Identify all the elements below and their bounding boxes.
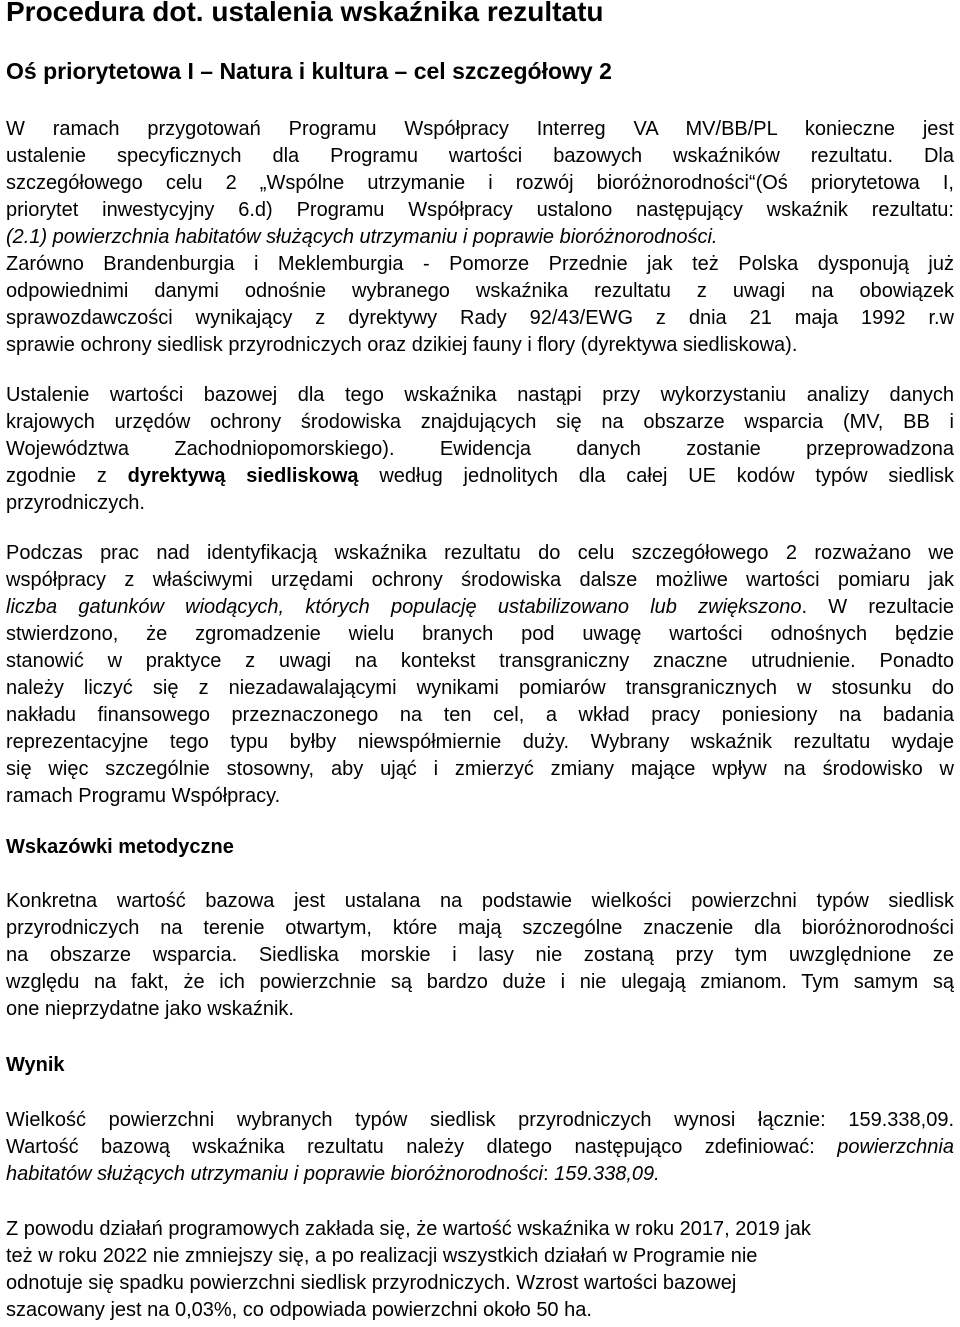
text-fragment: zgodnie z bbox=[6, 465, 128, 487]
text-line bbox=[6, 594, 954, 621]
bold-term: dyrektywą siedliskową bbox=[127, 465, 359, 487]
page-title: Procedura dot. ustalenia wskaźnika rezultatu bbox=[6, 0, 604, 27]
text-line: się więc szczególnie stosowny, aby ująć i zmierzyć zmiany mające wpływ na środowisko w bbox=[6, 758, 954, 780]
text-line: też w roku 2022 nie zmniejszy się, a po realizacji wszystkich działań w Programie nie bbox=[6, 1245, 758, 1267]
paragraph-identification bbox=[6, 540, 954, 810]
text-line: sprawie ochrony siedlisk przyrodniczych oraz dzikiej fauny i flory (dyrektywa siedliskowa). bbox=[6, 334, 798, 356]
text-line: ramach Programu Współpracy. bbox=[6, 785, 281, 807]
text-line: odnotuje się spadku powierzchni siedlisk przyrodniczych. Wzrost wartości bazowej bbox=[6, 1272, 737, 1294]
section-heading-method: Wskazówki metodyczne bbox=[6, 836, 234, 858]
indicator-name: (2.1) powierzchnia habitatów służących utrzymaniu i poprawie bioróżnorodności. bbox=[6, 226, 718, 248]
text-line: szacowany jest na 0,03%, co odpowiada powierzchni około 50 ha. bbox=[6, 1299, 592, 1321]
text-fragment: według jednolitych dla całej UE kodów typów siedlisk bbox=[358, 465, 954, 487]
baseline-value: 159.338,09. bbox=[554, 1163, 660, 1185]
text-line: Województwa Zachodniopomorskiego). Ewidencja danych zostanie przeprowadzona bbox=[6, 438, 954, 460]
text-line: Podczas prac nad identyfikacją wskaźnika rezultatu do celu szczegółowego 2 rozważano we bbox=[6, 542, 954, 564]
text-line: sprawozdawczości wynikający z dyrektywy Rady 92/43/EWG z dnia 21 maja 1992 r.w bbox=[6, 307, 954, 329]
paragraph-baseline bbox=[6, 382, 954, 517]
section-heading-result: Wynik bbox=[6, 1054, 65, 1076]
text-line: W ramach przygotowań Programu Współpracy Interreg VA MV/BB/PL konieczne jest bbox=[6, 118, 954, 140]
text-line: przyrodniczych. bbox=[6, 492, 145, 514]
text-fragment: . W rezultacie bbox=[801, 596, 954, 618]
text-line bbox=[6, 1134, 954, 1161]
text-line: Ustalenie wartości bazowej dla tego wskaźnika nastąpi przy wykorzystaniu analizy danych bbox=[6, 384, 954, 406]
text-line: stwierdzono, że zgromadzenie wielu branych pod uwagę wartości odnośnych będzie bbox=[6, 623, 954, 645]
italic-phrase: habitatów służących utrzymaniu i poprawie bioróżnorodności bbox=[6, 1163, 543, 1185]
italic-phrase: liczba gatunków wiodących, których populację ustabilizowano lub zwiększono bbox=[6, 596, 802, 618]
text-line: krajowych urzędów ochrony środowiska znajdujących się na obszarze wsparcia (MV, BB i bbox=[6, 411, 954, 433]
text-line: na obszarze wsparcia. Siedliska morskie i lasy nie zostaną przy tym uwzględnione ze bbox=[6, 944, 954, 966]
text-line: Wielkość powierzchni wybranych typów siedlisk przyrodniczych wynosi łącznie: 159.338,09. bbox=[6, 1109, 954, 1131]
text-line: priorytet inwestycyjny 6.d) Programu Współpracy ustalono następujący wskaźnik rezultatu: bbox=[6, 199, 954, 221]
text-line: reprezentacyjne tego typu byłby niewspółmiernie duży. Wybrany wskaźnik rezultatu wydaje bbox=[6, 731, 954, 753]
paragraph-method bbox=[6, 888, 954, 1023]
text-line: szczegółowego celu 2 „Wspólne utrzymanie i rozwój bioróżnorodności“(Oś priorytetowa I, bbox=[6, 172, 954, 194]
text-line bbox=[6, 463, 954, 490]
text-line: współpracy z właściwymi urzędami ochrony środowiska dalsze możliwe wartości pomiaru jak bbox=[6, 569, 954, 591]
text-line: względu na fakt, że ich powierzchnie są bardzo duże i nie ulegają zmianom. Tym samym są bbox=[6, 971, 954, 993]
text-fragment: Wartość bazową wskaźnika rezultatu należy dlatego następująco zdefiniować: bbox=[6, 1136, 838, 1158]
text-line: Zarówno Brandenburgia i Meklemburgia - Pomorze Przednie jak też Polska dysponują już bbox=[6, 253, 954, 275]
text-line: odpowiednimi danymi odnośnie wybranego wskaźnika rezultatu z uwagi na obowiązek bbox=[6, 280, 954, 302]
paragraph-forecast bbox=[6, 1216, 954, 1324]
paragraph-intro bbox=[6, 116, 954, 359]
page-subtitle: Oś priorytetowa I – Natura i kultura – cel szczegółowy 2 bbox=[6, 58, 612, 84]
indicator-name-line bbox=[6, 224, 954, 251]
text-fragment: : bbox=[542, 1163, 555, 1185]
text-line: ustalenie specyficznych dla Programu wartości bazowych wskaźników rezultatu. Dla bbox=[6, 145, 954, 167]
text-line: stanowić w praktyce z uwagi na kontekst transgraniczny znaczne utrudnienie. Ponadto bbox=[6, 650, 954, 672]
text-line: one nieprzydatne jako wskaźnik. bbox=[6, 998, 294, 1020]
text-line: przyrodniczych na terenie otwartym, które mają szczególne znaczenie dla bioróżnorodności bbox=[6, 917, 954, 939]
text-line bbox=[6, 1161, 954, 1188]
text-line: Z powodu działań programowych zakłada się, że wartość wskaźnika w roku 2017, 2019 jak bbox=[6, 1218, 811, 1240]
text-line: nakładu finansowego przeznaczonego na ten cel, a wkład pracy poniesiony na badania bbox=[6, 704, 954, 726]
text-line: Konkretna wartość bazowa jest ustalana na podstawie wielkości powierzchni typów siedlisk bbox=[6, 890, 954, 912]
paragraph-result bbox=[6, 1107, 954, 1188]
text-line: należy liczyć się z niezadawalającymi wynikami pomiarów transgranicznych w stosunku do bbox=[6, 677, 954, 699]
italic-phrase: powierzchnia bbox=[837, 1136, 954, 1158]
